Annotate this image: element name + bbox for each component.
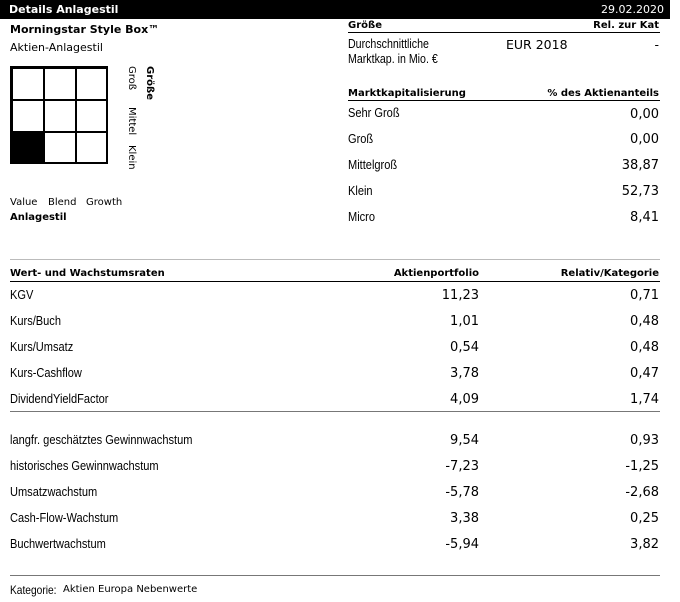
marktkap-row-value: 8,41: [630, 210, 659, 225]
row-label: Cash-Flow-Wachstum: [10, 510, 119, 525]
row-label-klein: Klein: [126, 145, 137, 170]
cell-klein-value-filled: [12, 132, 44, 164]
row-label: Buchwertwachstum: [10, 536, 106, 551]
cell-klein-blend: [44, 132, 76, 164]
size-header: Größe: [348, 20, 382, 31]
details-title: Details Anlagestil: [9, 3, 119, 16]
marktkap-header-rule: [348, 100, 660, 101]
row-label: Umsatzwachstum: [10, 484, 98, 499]
marktkap-row-label: Micro: [348, 209, 376, 224]
portfolio-value: -7,23: [445, 459, 479, 474]
style-box-grid: [10, 66, 108, 164]
marktkap-row-label: Sehr Groß: [348, 105, 400, 120]
cell-gross-value: [12, 68, 44, 100]
wert-col-portfolio: Aktienportfolio: [393, 268, 479, 279]
row-label: Kurs/Buch: [10, 313, 61, 328]
stylebox-subtitle: Aktien-Anlagestil: [10, 41, 103, 54]
relative-value: 1,74: [630, 392, 659, 407]
marktkap-row-label: Klein: [348, 183, 373, 198]
row-label: historisches Gewinnwachstum: [10, 458, 159, 473]
relative-value: 3,82: [630, 537, 659, 552]
size-header-rule: [348, 32, 660, 33]
portfolio-value: 9,54: [450, 433, 479, 448]
cell-mittel-value: [12, 100, 44, 132]
size-label-line2: Marktkap. in Mio. €: [348, 52, 438, 66]
section-separator: [10, 259, 660, 260]
col-label-blend: Blend: [48, 197, 77, 208]
portfolio-value: 11,23: [441, 288, 479, 303]
row-label-mittel: Mittel: [126, 107, 137, 136]
size-label-line1: Durchschnittliche: [348, 37, 429, 51]
wert-header: Wert- und Wachstumsraten: [10, 268, 165, 279]
marktkap-row-value: 0,00: [630, 132, 659, 147]
marktkap-row-label: Mittelgroß: [348, 157, 398, 172]
marktkap-header-right: % des Aktienanteils: [547, 88, 659, 99]
cell-mittel-growth: [76, 100, 108, 132]
footer-separator: [10, 575, 660, 576]
col-label-growth: Growth: [86, 197, 123, 208]
relative-value: 0,48: [630, 314, 659, 329]
kategorie-label: Kategorie:: [10, 583, 57, 597]
portfolio-value: 1,01: [450, 314, 479, 329]
relative-value: 0,47: [630, 366, 659, 381]
col-label-value: Value: [10, 197, 38, 208]
as-of-date: 29.02.2020: [601, 3, 664, 16]
size-header-rel: Rel. zur Kat: [593, 20, 659, 31]
marktkap-header: Marktkapitalisierung: [348, 88, 466, 99]
stylebox-title: Morningstar Style Box™: [10, 23, 160, 36]
marktkap-row-value: 38,87: [621, 158, 659, 173]
portfolio-value: -5,94: [445, 537, 479, 552]
row-label: langfr. geschätztes Gewinnwachstum: [10, 432, 193, 447]
row-label: Kurs/Umsatz: [10, 339, 74, 354]
row-label: KGV: [10, 287, 34, 302]
relative-value: -2,68: [625, 485, 659, 500]
cell-gross-blend: [44, 68, 76, 100]
relative-value: 0,25: [630, 511, 659, 526]
relative-value: -1,25: [625, 459, 659, 474]
avg-market-cap-value: EUR 2018: [506, 37, 568, 52]
row-label: Kurs-Cashflow: [10, 365, 82, 380]
wert-col-relativ: Relativ/Kategorie: [560, 268, 659, 279]
portfolio-value: -5,78: [445, 485, 479, 500]
stylebox-footer: Anlagestil: [10, 212, 67, 223]
marktkap-row-value: 0,00: [630, 107, 659, 122]
cell-klein-growth: [76, 132, 108, 164]
wert-header-rule: [10, 281, 660, 282]
avg-market-cap-rel: -: [654, 37, 659, 52]
marktkap-row-value: 52,73: [621, 184, 659, 199]
relative-value: 0,71: [630, 288, 659, 303]
relative-value: 0,48: [630, 340, 659, 355]
portfolio-value: 3,38: [450, 511, 479, 526]
row-label: DividendYieldFactor: [10, 391, 109, 406]
group-separator: [10, 411, 660, 412]
row-label-gross: Groß: [126, 66, 137, 91]
size-axis-label: Größe: [144, 66, 155, 100]
relative-value: 0,93: [630, 433, 659, 448]
portfolio-value: 0,54: [450, 340, 479, 355]
details-header-bar: [0, 0, 670, 19]
cell-mittel-blend: [44, 100, 76, 132]
portfolio-value: 3,78: [450, 366, 479, 381]
marktkap-row-label: Groß: [348, 131, 374, 146]
kategorie-value: Aktien Europa Nebenwerte: [63, 584, 198, 595]
portfolio-value: 4,09: [450, 392, 479, 407]
cell-gross-growth: [76, 68, 108, 100]
